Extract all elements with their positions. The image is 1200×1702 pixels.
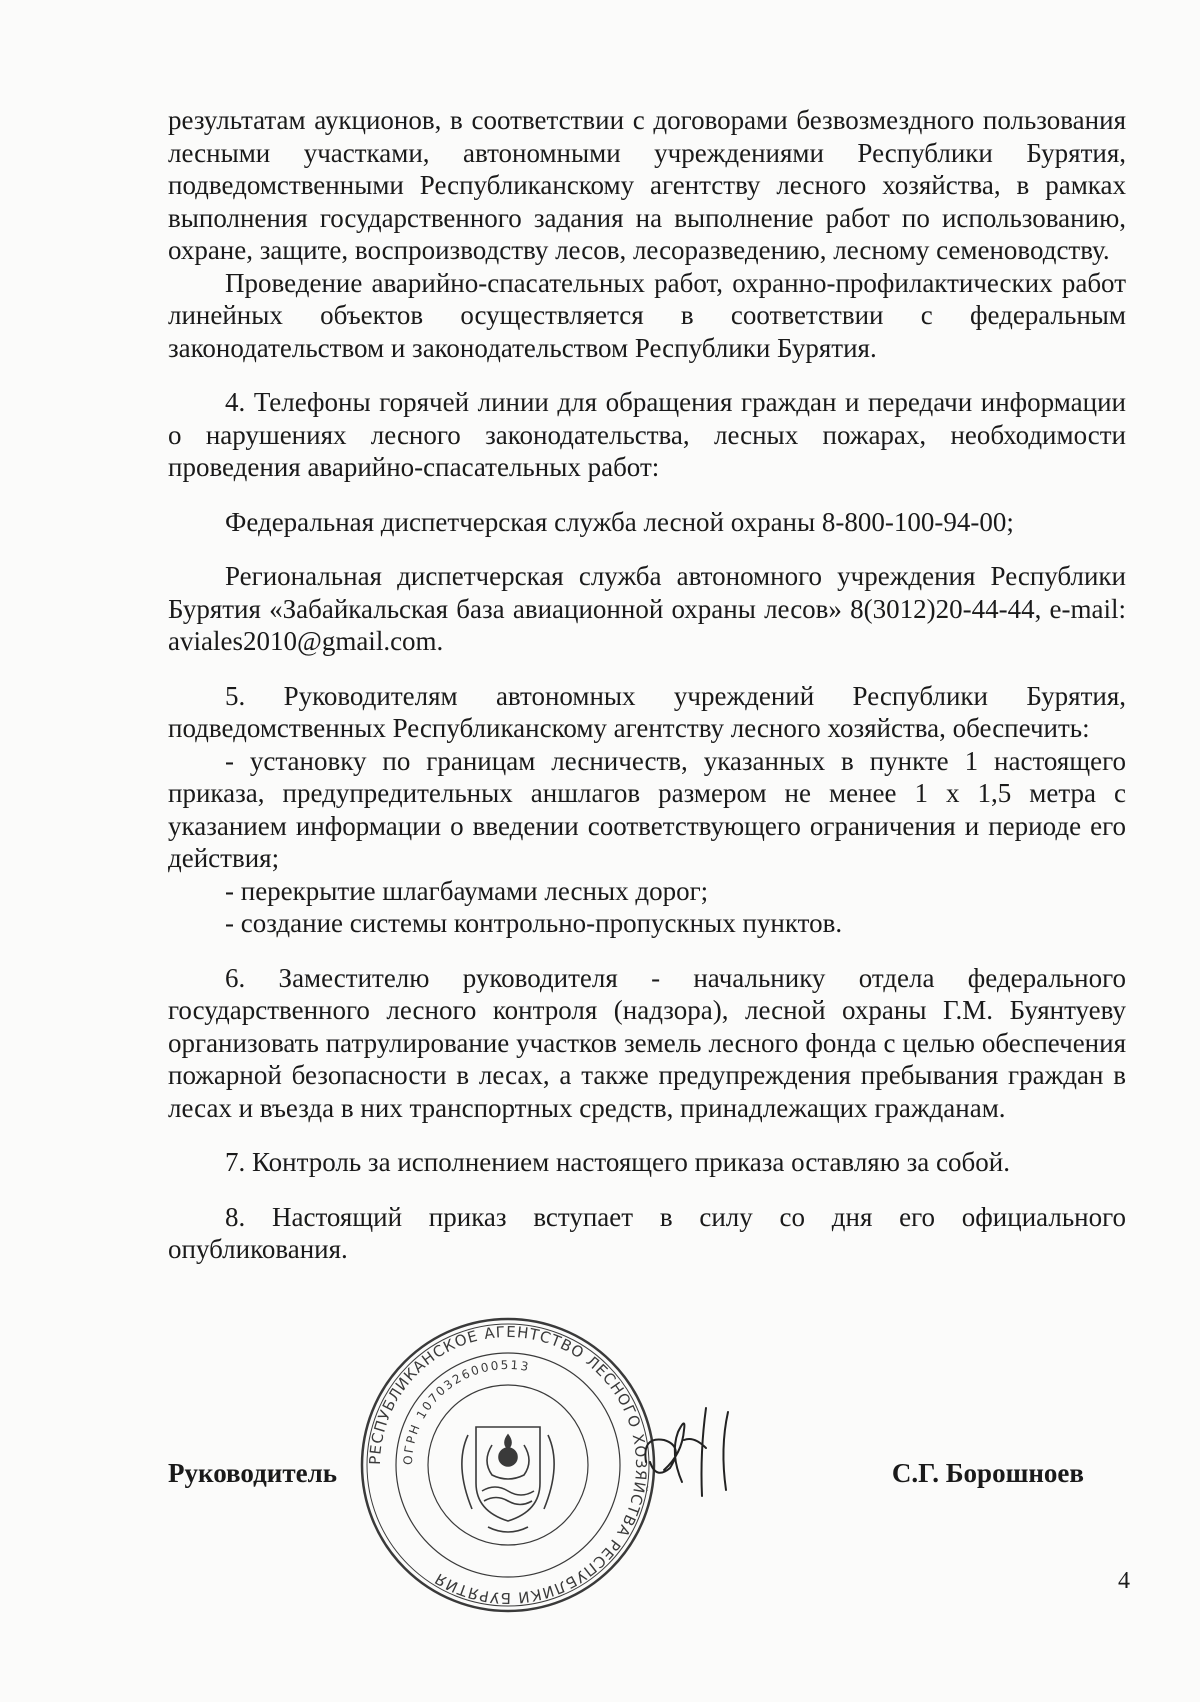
paragraph-federal-service: Федеральная диспетчерская служба лесной охраны 8-800-100-94-00; [225, 506, 1014, 537]
paragraph-effective: 8. Настоящий приказ вступает в силу со дня его официального опубликования. [168, 1201, 1126, 1264]
paragraph-regional-service: Региональная диспетчерская служба автономного учреждения Республики Бурятия «Забайкальская база авиационной охраны лесов» 8(3012)20-44-44, e-mail: aviales2010@gmail.com. [168, 561, 1126, 656]
paragraph-auctions: результатам аукционов, в соответствии с договорами безвозмездного пользования лесными участками, автономными учреждениями Республики Бурятия, подведомственными Республиканскому агентству лесного хозяйства, в рамках выполнения государственного задания на выполнение работ по использованию, охране, защите, воспроизводству лесов, лесоразведению, лесному семеноводству. [168, 105, 1126, 265]
list-item-checkpoints: - создание системы контрольно-пропускных пунктов. [225, 908, 843, 938]
paragraph-deputy: 6. Заместителю руководителя - начальнику отдела федерального государственного лесного контроля (надзора), лесной охраны Г.М. Буянтуеву организовать патрулирование участков земель лесного фонда с целью обеспечения пожарной безопасности в лесах, а также предупреждения пребывания граждан в лесах и въезда в них транспортных средств, принадлежащих гражданам. [168, 962, 1126, 1123]
official-seal [358, 1315, 658, 1615]
paragraph-hotline: 4. Телефоны горячей линии для обращения граждан и передачи информации о нарушениях лесного законодательства, лесных пожарах, необходимости проведения аварийно-спасательных работ: [168, 387, 1126, 482]
document-body [168, 104, 1126, 1266]
seal-outer-text: РЕСПУБЛИКАНСКОЕ АГЕНТСТВО ЛЕСНОГО ХОЗЯЙСТВА РЕСПУБЛИКИ БУРЯТИЯ [365, 1322, 651, 1608]
paragraph-control: 7. Контроль за исполнением настоящего приказа оставляю за собой. [225, 1147, 1010, 1177]
list-item-signs: - установку по границам лесничеств, указанных в пункте 1 настоящего приказа, предупредительных аншлагов размером не менее 1 х 1,5 метра с указанием информации о введении соответствующего ограничения и периоде его действия; [168, 745, 1126, 873]
signature-title: Руководитель [168, 1458, 338, 1488]
page-number: 4 [1118, 1568, 1130, 1594]
seal-inner-text: ОГРН 1070326000513 [400, 1357, 532, 1466]
paragraph-directors: 5. Руководителям автономных учреждений Республики Бурятия, подведомственных Республиканскому агентству лесного хозяйства, обеспечить: [168, 680, 1126, 743]
coat-of-arms-icon [462, 1427, 554, 1532]
handwritten-signature [640, 1400, 760, 1500]
list-item-barriers: - перекрытие шлагбаумами лесных дорог; [225, 875, 709, 906]
paragraph-rescue-works: Проведение аварийно-спасательных работ, охранно-профилактических работ линейных объектов осуществляется в соответствии с федеральным законодательством и законодательством Республики Бурятия. [168, 267, 1126, 363]
signature-name: С.Г. Борошноев [891, 1458, 1084, 1488]
